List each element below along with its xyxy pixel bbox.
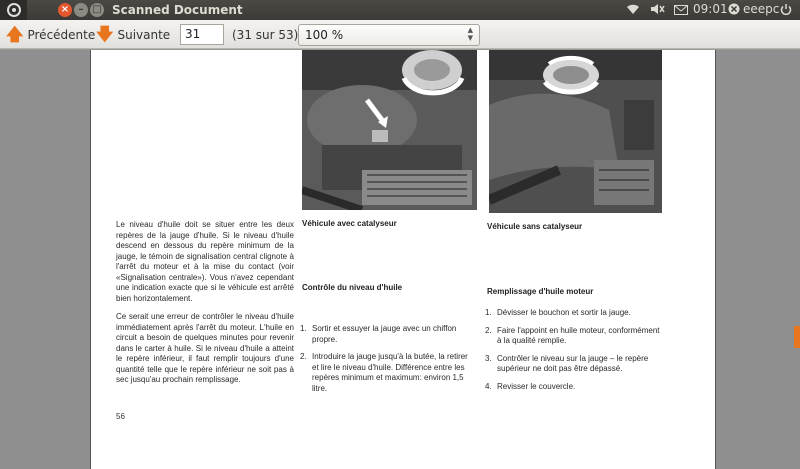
oil-check-steps: [300, 324, 476, 401]
close-window-button[interactable]: ×: [58, 3, 72, 17]
scanned-page: [90, 50, 716, 469]
ubuntu-logo-icon: [7, 3, 21, 17]
arrow-down-icon: 🡇: [96, 24, 114, 45]
clock[interactable]: 09:01: [693, 2, 728, 16]
minimize-window-button[interactable]: –: [74, 3, 88, 17]
step-text: Faire l'appoint en huile moteur, conformément à la qualité remplie.: [497, 325, 660, 345]
list-item: [300, 352, 476, 394]
mail-icon[interactable]: [674, 4, 688, 18]
document-view[interactable]: [0, 50, 800, 469]
previous-page-label: Précédente: [27, 28, 96, 42]
page-count: (31 sur 53): [232, 28, 299, 42]
step-number: 1.: [485, 308, 492, 317]
caption-with-catalyst: Véhicule avec catalyseur: [302, 219, 397, 228]
volume-mute-icon[interactable]: [650, 3, 666, 18]
engine-photo-with-catalyst: [302, 50, 477, 210]
step-number: 2.: [485, 325, 492, 335]
arrow-up-icon: 🡅: [6, 24, 24, 45]
list-item: [485, 354, 665, 375]
top-panel: [0, 0, 800, 20]
step-text: Sortir et essuyer la jauge avec un chiffon propre.: [312, 324, 457, 344]
oil-fill-steps: [485, 308, 665, 399]
step-number: 3.: [485, 353, 492, 363]
power-icon[interactable]: [780, 3, 792, 19]
list-item: [485, 382, 665, 393]
updown-arrows-icon: ▲ ▼: [467, 26, 473, 42]
engine-photo-without-catalyst: [489, 50, 662, 213]
step-text: Contrôler le niveau sur la jauge – le repère supérieur ne doit pas être dépassé.: [497, 353, 649, 373]
oil-level-paragraph-1: Le niveau d'huile doit se situer entre les deux repères de la jauge d'huile. Si le niveau d'huile descend en dessous du repère minimum de la jauge, le témoin de signalisation central clignote à l'arrêt du moteur et à la mise du contact (voir «Signalisation centrale»). Vous n'avez cependant une indication exacte que si le véhicule est arrêté bien horizontalement.: [116, 220, 294, 303]
page-number-input[interactable]: 31: [180, 24, 224, 45]
heading-oil-level-check: Contrôle du niveau d'huile: [302, 283, 403, 292]
zoom-value: 100 %: [305, 28, 344, 42]
step-number: 1.: [300, 324, 307, 333]
step-text: Introduire la jauge jusqu'à la butée, la retirer et lire le niveau d'huile. Différence entre les repères minimum et maximum: environ 1,5 litre.: [312, 352, 468, 393]
page-number: 56: [116, 412, 125, 421]
oil-level-paragraph-2: Ce serait une erreur de contrôler le niveau d'huile immédiatement après l'arrêt du moteur. L'huile en circuit a besoin de quelques minutes pour revenir dans le carter à huile. Si le niveau d'huile a atteint le repère inférieur, il faut remplir toujours d'une quantité telle que le repère inférieur ne soit pas à sec jusqu'au prochain remplissage.: [116, 312, 294, 384]
list-item: [485, 326, 665, 347]
list-item: [485, 308, 665, 319]
wifi-icon[interactable]: [626, 3, 640, 18]
step-text: Revisser le couvercle.: [497, 381, 576, 391]
viewer-toolbar: [0, 20, 800, 49]
list-item: [300, 324, 476, 345]
step-number: 2.: [300, 352, 307, 361]
user-status-icon[interactable]: [728, 3, 740, 18]
previous-page-button[interactable]: [6, 24, 95, 46]
maximize-window-button[interactable]: □: [90, 3, 104, 17]
caption-without-catalyst: Véhicule sans catalyseur: [487, 222, 583, 231]
step-text: Dévisser le bouchon et sortir la jauge.: [497, 308, 631, 317]
next-page-button[interactable]: [96, 24, 170, 46]
heading-oil-filling: Remplissage d'huile moteur: [487, 287, 594, 296]
next-page-label: Suivante: [117, 28, 171, 42]
user-name[interactable]: eeepc: [743, 2, 780, 16]
scrollbar-indicator[interactable]: [794, 326, 800, 348]
zoom-select[interactable]: [298, 24, 480, 46]
step-number: 4.: [485, 381, 492, 391]
window-title: Scanned Document: [112, 3, 243, 17]
ubuntu-launcher-button[interactable]: [0, 0, 27, 20]
